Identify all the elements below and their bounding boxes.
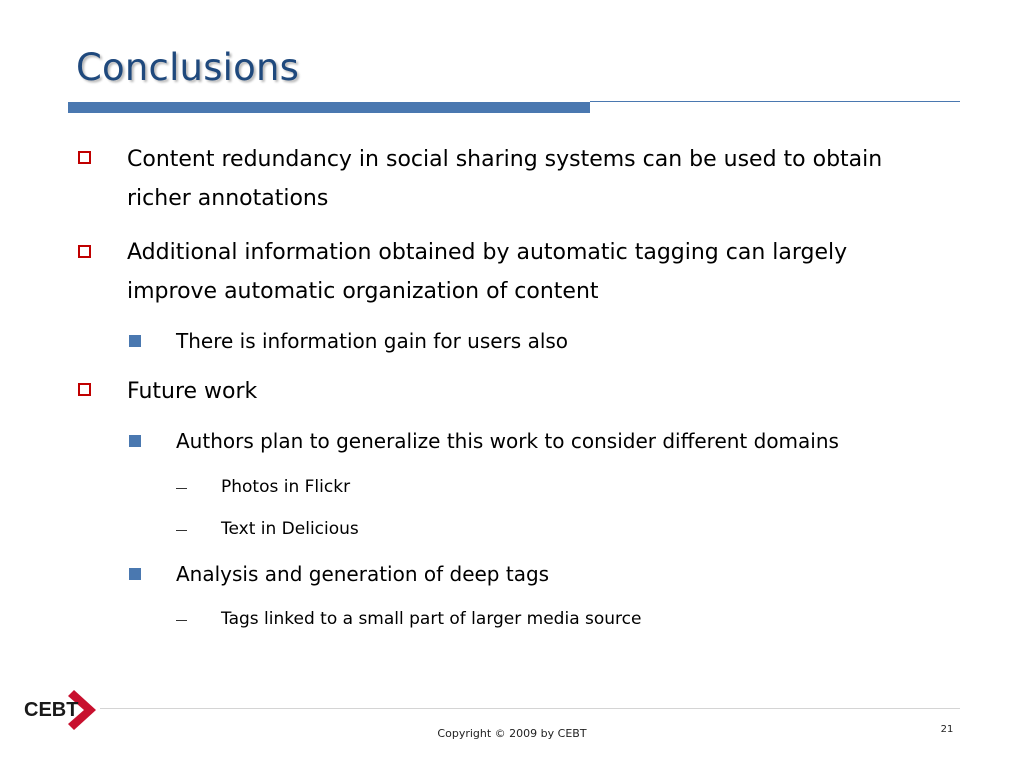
bullet-level2-item: There is information gain for users also <box>176 329 569 353</box>
bullet-level2-item: Authors plan to generalize this work to consider different domains <box>176 429 839 453</box>
filled-square-bullet-icon <box>129 435 141 447</box>
bullet-level3-item: Text in Delicious <box>221 519 359 539</box>
bullet-level3-item: Photos in Flickr <box>221 477 351 497</box>
filled-square-bullet-icon <box>129 568 141 580</box>
hollow-square-bullet-icon <box>78 383 91 396</box>
bullet-level1-item: Content redundancy in social sharing systems can be used to obtain richer annotations <box>127 147 883 211</box>
slide-number: 21 <box>940 724 954 735</box>
bullet-level1-item: Additional information obtained by automatic tagging can largely improve automatic organization of content <box>127 240 848 304</box>
cebt-logo <box>22 686 102 732</box>
copyright-suffix: 2009 by CEBT <box>509 727 587 740</box>
bullet-level3-item: Tags linked to a small part of larger media source <box>221 609 642 629</box>
hollow-square-bullet-icon <box>78 151 91 164</box>
bullet-level1-item: Future work <box>127 379 258 404</box>
dash-bullet-icon <box>176 488 187 489</box>
slide-title: Conclusions <box>76 46 300 89</box>
cebt-logo-text: CEBT <box>24 699 79 721</box>
dash-bullet-icon <box>176 530 187 531</box>
copyright-icon: © <box>494 727 506 740</box>
bullet-level2-item: Analysis and generation of deep tags <box>176 562 550 586</box>
dash-bullet-icon <box>176 620 187 621</box>
title-accent-bar <box>68 102 590 113</box>
copyright-notice <box>0 727 1024 740</box>
footer-divider-line <box>100 708 960 709</box>
title-divider-line <box>590 101 960 102</box>
filled-square-bullet-icon <box>129 335 141 347</box>
copyright-prefix: Copyright <box>437 727 492 740</box>
hollow-square-bullet-icon <box>78 245 91 258</box>
